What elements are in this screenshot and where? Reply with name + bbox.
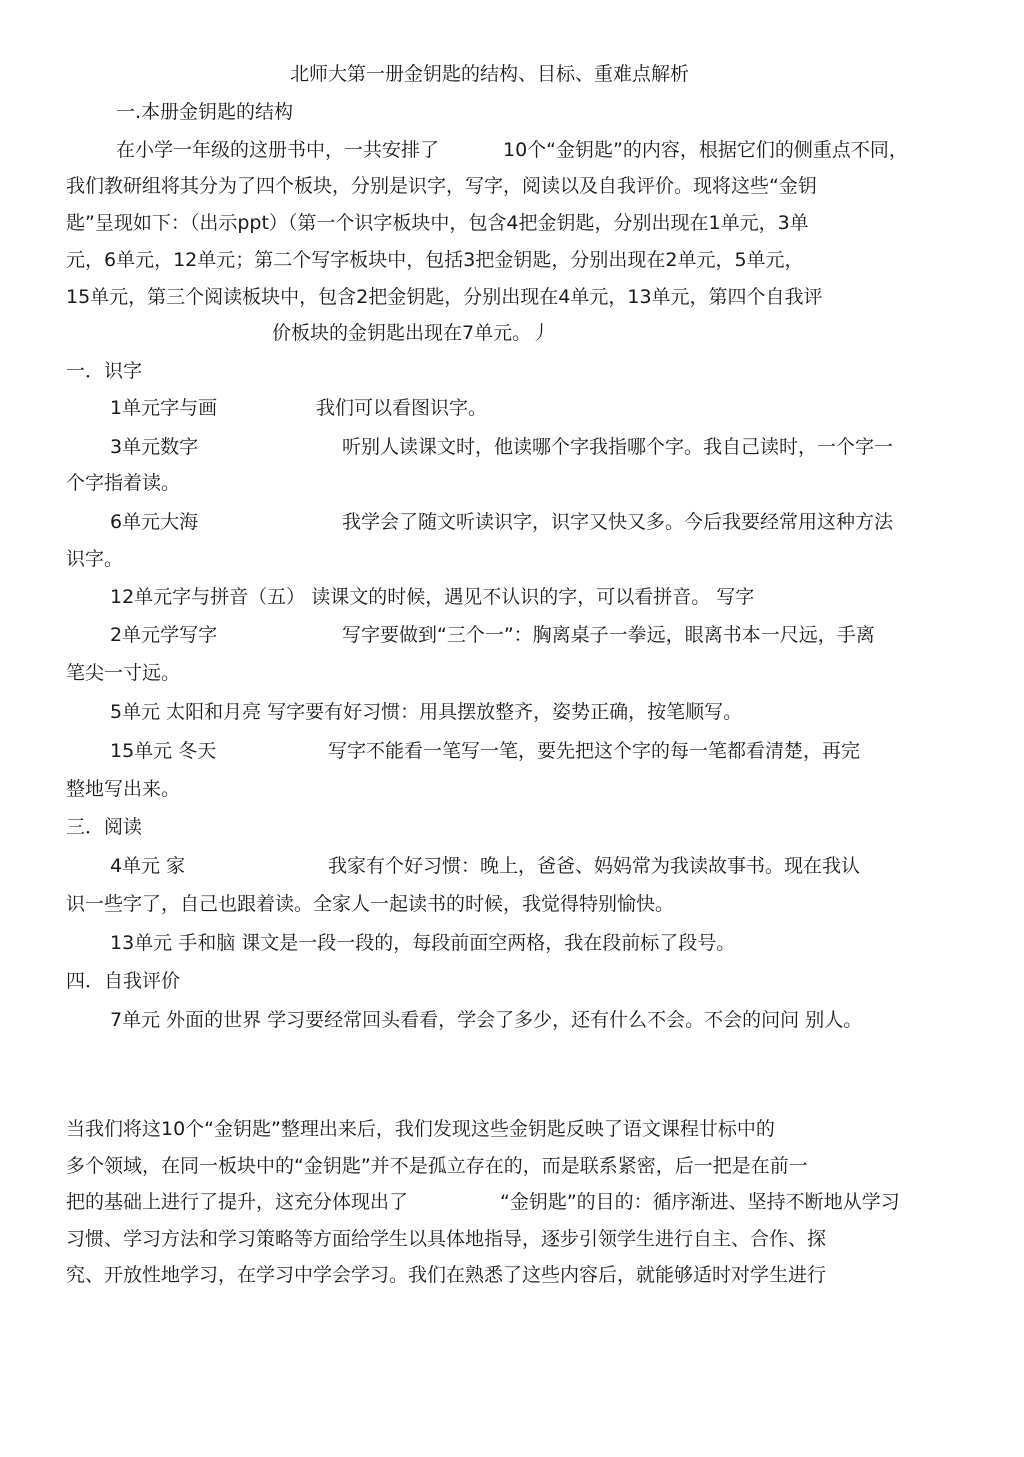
section-heading: 一.本册金钥匙的结构 <box>116 101 294 123</box>
paragraph-line: 我们教研组将其分为了四个板块，分别是识字，写字，阅读以及自我评价。现将这些“金钥 <box>66 175 817 197</box>
paragraph-line: 整地写出来。 <box>66 778 181 800</box>
paragraph-line: 究、开放性地学习，在学习中学会学习。我们在熟悉了这些内容后，就能够适时对学生进行 <box>66 1264 827 1286</box>
section-heading: 三．阅读 <box>66 816 143 838</box>
paragraph-line: 价板块的金钥匙出现在7单元。丿 <box>272 322 551 344</box>
unit-description: 我家有个好习惯：晚上，爸爸、妈妈常为我读故事书。现在我认 <box>328 855 861 877</box>
paragraph-line: 笔尖一寸远。 <box>66 662 181 684</box>
section-heading: 四．自我评价 <box>66 970 181 992</box>
unit-label: 3单元数字 <box>110 436 199 458</box>
unit-line: 13单元 手和脑 课文是一段一段的，每段前面空两格，我在段前标了段号。 <box>110 932 736 954</box>
unit-label: 1单元字与画 <box>110 397 218 419</box>
paragraph-line: 识字。 <box>66 548 124 570</box>
paragraph-line: 把的基础上进行了提升，这充分体现出了 <box>66 1191 409 1213</box>
paragraph-line: 多个领域，在同一板块中的“金钥匙”并不是孤立存在的，而是联系紧密，后一把是在前一 <box>66 1155 808 1177</box>
unit-line: 12单元字与拼音（五） 读课文的时候，遇见不认识的字，可以看拼音。 写字 <box>110 586 755 608</box>
unit-description: 我们可以看图识字。 <box>316 397 488 419</box>
section-heading: 一．识字 <box>66 360 143 382</box>
paragraph-line: 当我们将这10个“金钥匙”整理出来后，我们发现这些金钥匙反映了语文课程廿标中的 <box>66 1118 775 1140</box>
paragraph-line: 10个“金钥匙”的内容，根据它们的侧重点不同， <box>503 139 908 161</box>
unit-label: 2单元学写字 <box>110 624 218 646</box>
paragraph-line: 识一些字了，自己也跟着读。全家人一起读书的时候，我觉得特别愉快。 <box>66 893 675 915</box>
paragraph-line: “金钥匙”的目的：循序渐进、坚持不断地从学习 <box>500 1191 900 1213</box>
paragraph-line: 15单元，第三个阅读板块中，包含2把金钥匙，分别出现在4单元，13单元，第四个自我评 <box>66 286 823 308</box>
paragraph-line: 匙”呈现如下：（出示ppt）（第一个识字板块中，包含4把金钥匙，分别出现在1单元，3单 <box>66 212 809 234</box>
document-title: 北师大第一册金钥匙的结构、目标、重难点解析 <box>290 63 690 85</box>
unit-description: 听别人读课文时，他读哪个字我指哪个字。我自己读时，一个字一 <box>342 436 894 458</box>
unit-description: 写字不能看一笔写一笔，要先把这个字的每一笔都看清楚，再完 <box>328 740 861 762</box>
unit-label: 6单元大海 <box>110 511 199 533</box>
unit-label: 15单元 冬天 <box>110 740 217 762</box>
paragraph-line: 在小学一年级的这册书中，一共安排了 <box>116 139 440 161</box>
unit-description: 写字要做到“三个一”：胸离桌子一拳远，眼离书本一尺远，手离 <box>342 624 875 646</box>
paragraph-line: 元，6单元，12单元；第二个写字板块中，包括3把金钥匙，分别出现在2单元，5单元， <box>66 249 804 271</box>
unit-line: 5单元 太阳和月亮 写字要有好习惯：用具摆放整齐，姿势正确，按笔顺写。 <box>110 701 743 723</box>
unit-label: 4单元 家 <box>110 855 186 877</box>
unit-line: 7单元 外面的世界 学习要经常回头看看，学会了多少，还有什么不会。不会的问问 别人。 <box>110 1009 863 1031</box>
paragraph-line: 习惯、学习方法和学习策略等方面给学生以具体地指导，逐步引领学生进行自主、合作、探 <box>66 1228 827 1250</box>
paragraph-line: 个字指着读。 <box>66 472 181 494</box>
unit-description: 我学会了随文听读识字，识字又快又多。今后我要经常用这种方法 <box>342 511 894 533</box>
